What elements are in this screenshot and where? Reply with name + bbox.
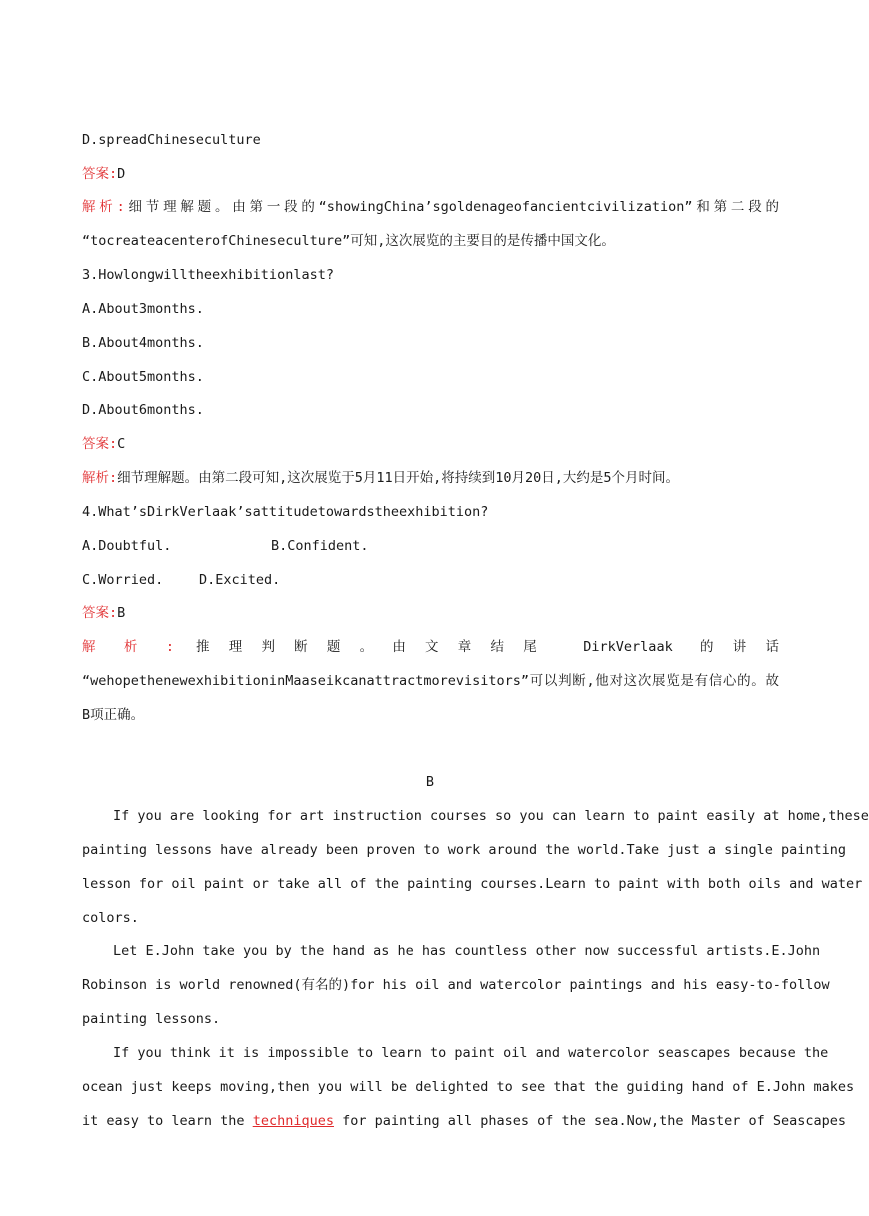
passage-p1-line-3: lesson for oil paint or take all of the painting courses.Learn to paint with both oils and water <box>82 876 863 892</box>
q4-analysis-line-3: B项正确。 <box>82 707 145 723</box>
answer-value: C <box>117 436 126 452</box>
passage-p3-line-2: ocean just keeps moving,then you will be delighted to see that the guiding hand of E.John makes <box>82 1079 855 1095</box>
analysis-text: 细节理解题。由第二段可知,这次展览于5月11日开始,将持续到10月20日,大约是5个月时间。 <box>117 470 680 486</box>
answer-value: D <box>117 166 126 182</box>
passage-p2-line-2: Robinson is world renowned(有名的)for his oil and watercolor paintings and his easy-to-follow <box>82 977 830 993</box>
passage-p2-line-1: Let E.John take you by the hand as he has countless other now successful artists.E.John <box>113 943 821 959</box>
analysis-label-part-2: 析 <box>123 639 138 655</box>
passage-p3-line-3 <box>82 1110 847 1132</box>
p3-text-before: it easy to learn the <box>82 1113 253 1129</box>
q3-option-a: A.About3months. <box>82 301 204 317</box>
analysis-text: 细节理解题。由第一段的“showingChina’sgoldenageofancientcivilization”和第二段的 <box>124 199 779 215</box>
passage-p1-line-2: painting lessons have already been proven to work around the world.Take just a single painting <box>82 842 847 858</box>
q3-answer-line <box>82 433 779 455</box>
q4-answer-line <box>82 602 779 624</box>
q3-analysis-line <box>82 467 779 489</box>
q4-option-c: C.Worried. <box>82 572 164 588</box>
passage-heading: B <box>425 774 435 790</box>
p3-text-after: for painting all phases of the sea.Now,the Master of Seascapes <box>333 1113 847 1129</box>
answer-value: B <box>117 605 126 621</box>
answer-label: 答案: <box>82 166 118 182</box>
q4-analysis-line-1 <box>82 636 779 658</box>
analysis-label-part-3: : <box>165 639 174 655</box>
q2-analysis-line-1 <box>82 196 779 218</box>
q4-option-b: B.Confident. <box>271 538 369 554</box>
q2-option-d: D.spreadChineseculture <box>82 132 261 148</box>
q4-options-ab <box>82 535 779 557</box>
passage-p1-line-1: If you are looking for art instruction courses so you can learn to paint easily at home,these <box>113 808 869 824</box>
passage-p3-line-1: If you think it is impossible to learn to paint oil and watercolor seascapes because the <box>113 1045 829 1061</box>
analysis-label: 解析: <box>82 199 125 215</box>
analysis-label-part-1: 解 <box>82 639 96 655</box>
q3-option-b: B.About4months. <box>82 335 204 351</box>
passage-p2-line-3: painting lessons. <box>82 1011 221 1027</box>
q4-option-a: A.Doubtful. <box>82 538 172 554</box>
q4-analysis-line-2: “wehopethenewexhibitioninMaaseikcanattractmorevisitors”可以判断,他对这次展览是有信心的。故 <box>82 673 779 689</box>
q3-question: 3.Howlongwilltheexhibitionlast? <box>82 267 334 283</box>
q3-option-d: D.About6months. <box>82 402 204 418</box>
passage-p1-line-4: colors. <box>82 910 139 926</box>
answer-label: 答案: <box>82 436 118 452</box>
analysis-label: 解析: <box>82 470 118 486</box>
answer-label: 答案: <box>82 605 118 621</box>
q2-analysis-line-2: “tocreateacenterofChineseculture”可知,这次展览的主要目的是传播中国文化。 <box>82 233 615 249</box>
analysis-text: 推理判断题。由文章结尾 DirkVerlaak 的讲话 <box>196 639 779 655</box>
q2-answer-line <box>82 163 779 185</box>
q4-options-cd <box>82 569 779 591</box>
vocab-link-techniques[interactable]: techniques <box>252 1113 334 1129</box>
q3-option-c: C.About5months. <box>82 369 204 385</box>
analysis-label <box>82 636 174 658</box>
q4-question: 4.What’sDirkVerlaak’sattitudetowardstheexhibition? <box>82 504 489 520</box>
q4-option-d: D.Excited. <box>199 572 281 588</box>
